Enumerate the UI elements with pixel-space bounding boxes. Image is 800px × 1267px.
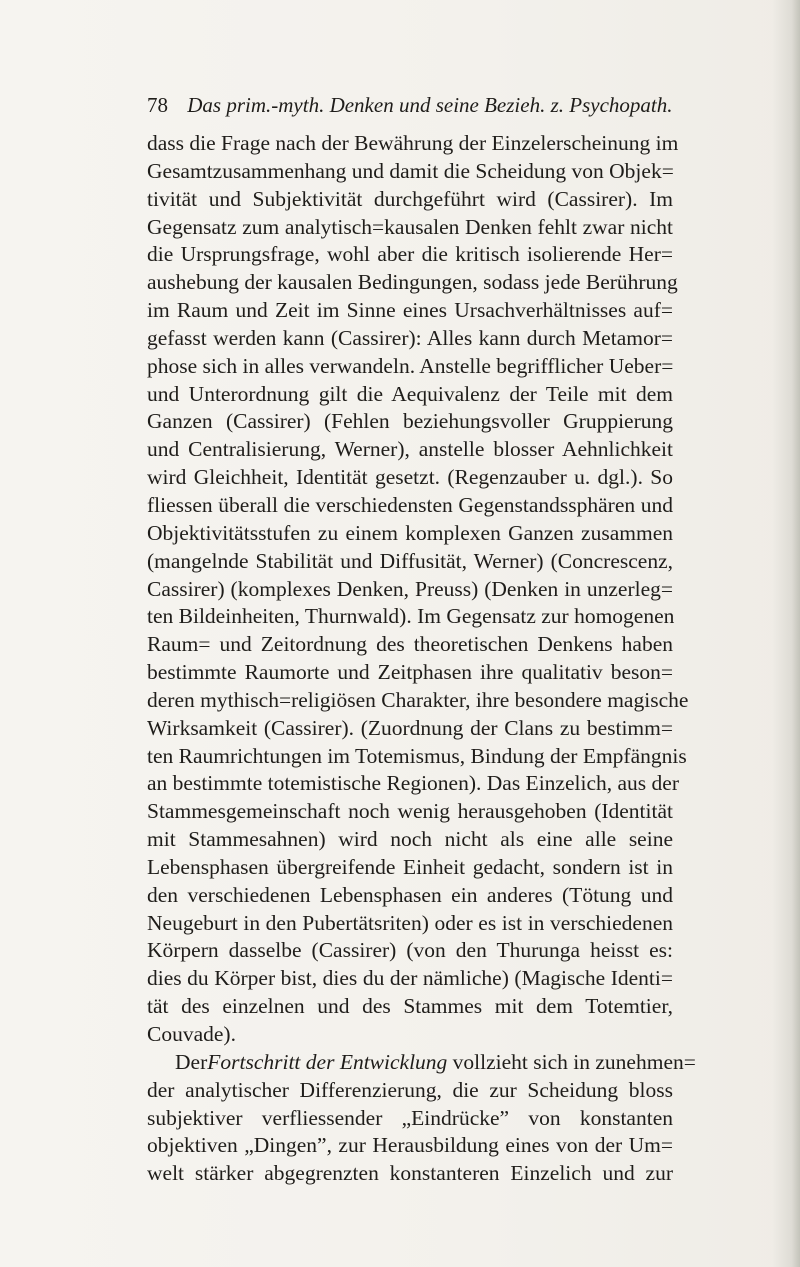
- text-line: Wirksamkeit (Cassirer). (Zuordnung der Clans zu bestimm=: [147, 715, 673, 740]
- text-line: Cassirer) (komplexes Denken, Preuss) (Denken in unzerleg=: [147, 576, 673, 601]
- text-line: phose sich in alles verwandeln. Anstelle begrifflicher Ueber=: [147, 353, 674, 378]
- text-line: gefasst werden kann (Cassirer): Alles kann durch Metamor=: [147, 325, 673, 350]
- running-head: [147, 92, 672, 118]
- text-line: wird Gleichheit, Identität gesetzt. (Regenzauber u. dgl.). So: [147, 465, 673, 490]
- text-line: subjektiver verfliessender „Eindrücke” von konstanten: [147, 1105, 673, 1130]
- text-line: ten Raumrichtungen im Totemismus, Bindung der Empfängnis: [147, 743, 687, 768]
- text-line: dies du Körper bist, dies du der nämliche) (Magische Identi=: [147, 966, 673, 991]
- text-line: Raum= und Zeitordnung des theoretischen Denkens haben: [147, 632, 673, 657]
- text-line: ten Bildeinheiten, Thurnwald). Im Gegensatz zur homogenen: [147, 604, 675, 629]
- text-line: der analytischer Differenzierung, die zur Scheidung bloss: [147, 1077, 673, 1102]
- text-line: Gegensatz zum analytisch=kausalen Denken fehlt zwar nicht: [147, 214, 673, 239]
- paragraph-start-line: [147, 1049, 696, 1077]
- italic-phrase: Fortschritt der Entwicklung: [207, 1049, 448, 1074]
- text-line: Stammesgemeinschaft noch wenig herausgehoben (Identität: [147, 799, 673, 824]
- text-line: mit Stammesahnen) wird noch nicht als eine alle seine: [147, 827, 673, 852]
- text-line: fliessen überall die verschiedensten Gegenstandssphären und: [147, 492, 673, 517]
- text-line: (mangelnde Stabilität und Diffusität, Werner) (Concrescenz,: [147, 548, 673, 573]
- paragraph-lead-word: Der: [175, 1049, 208, 1074]
- text-line: dass die Frage nach der Bewährung der Einzelerscheinung im: [147, 131, 679, 155]
- text-line: deren mythisch=religiösen Charakter, ihre besondere magische: [147, 687, 689, 712]
- text-line: Neugeburt in den Pubertätsriten) oder es ist in verschiedenen: [147, 910, 673, 935]
- text-line: im Raum und Zeit im Sinne eines Ursachverhältnisses auf=: [147, 298, 673, 323]
- text-line: den verschiedenen Lebensphasen ein anderes (Tötung und: [147, 882, 673, 907]
- text-line: bestimmte Raumorte und Zeitphasen ihre qualitativ beson=: [147, 660, 673, 685]
- text-line: tät des einzelnen und des Stammes mit dem Totemtier,: [147, 994, 673, 1019]
- paragraph-first-line-tail: vollzieht sich in zunehmen=: [447, 1049, 696, 1074]
- running-head-title: Das prim.-myth. Denken und seine Bezieh. z. Psychopath.: [187, 93, 673, 117]
- text-line: tivität und Subjektivität durchgeführt wird (Cassirer). Im: [147, 186, 673, 211]
- page-number: 78: [147, 93, 168, 117]
- body-text: [147, 130, 696, 1188]
- text-line: aushebung der kausalen Bedingungen, sodass jede Berührung: [147, 270, 678, 295]
- text-line: Gesamtzusammenhang und damit die Scheidung von Objek=: [147, 158, 674, 183]
- text-line: und Unterordnung gilt die Aequivalenz der Teile mit dem: [147, 381, 673, 406]
- text-line: die Ursprungsfrage, wohl aber die kritisch isolierende Her=: [147, 242, 673, 267]
- text-line: Objektivitätsstufen zu einem komplexen Ganzen zusammen: [147, 520, 673, 545]
- text-line: Ganzen (Cassirer) (Fehlen beziehungsvoller Gruppierung: [147, 409, 673, 434]
- text-line: Körpern dasselbe (Cassirer) (von den Thurunga heisst es:: [147, 938, 673, 963]
- paragraph-end-line: Couvade).: [147, 1022, 236, 1046]
- text-line: und Centralisierung, Werner), anstelle blosser Aehnlichkeit: [147, 437, 673, 462]
- text-line: Lebensphasen übergreifende Einheit gedacht, sondern ist in: [147, 854, 673, 879]
- page-edge-shadow: [772, 0, 800, 1267]
- text-line: welt stärker abgegrenzten konstanteren Einzelich und zur: [147, 1161, 673, 1186]
- text-line: an bestimmte totemistische Regionen). Das Einzelich, aus der: [147, 771, 679, 796]
- text-line: objektiven „Dingen”, zur Herausbildung eines von der Um=: [147, 1133, 673, 1158]
